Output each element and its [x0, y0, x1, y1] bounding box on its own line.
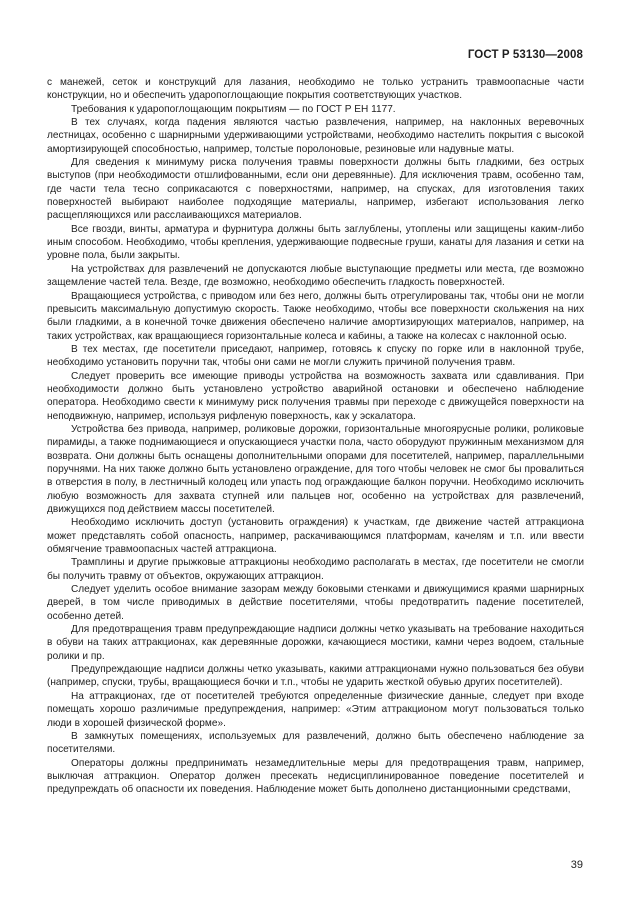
paragraph-operators: Операторы должны предпринимать незамедлительные меры для предотвращения травм, например, выключая аттракцион. Оператор должен пресекать недисциплинированное поведение посетителей и предупреждать об опасности их поведения. Наблюдение может быть дополнено дистанционными средствами,	[47, 757, 584, 796]
standard-code-header: ГОСТ Р 53130—2008	[467, 49, 583, 61]
paragraph-smooth-surfaces: Для сведения к минимуму риска получения травмы поверхности должны быть гладкими, без острых выступов (при необходимости отшлифованными, если они деревянные). Для исключения травм, особенно там, где части тела тесно соприкасаются с поверхностями, например, на спусках, для изготовления таких поверхностей выбирают наиболее подходящие материалы, например, избегают использования легко расщепляющихся или расслаивающихся материалов.	[47, 157, 584, 222]
paragraph-enclosed-spaces: В замкнутых помещениях, используемых для развлечений, должно быть обеспечено наблюдение за посетителями.	[47, 730, 584, 756]
paragraph-shock-absorbing-requirements: Требования к ударопоглощающим покрытиям — по ГОСТ Р ЕН 1177.	[71, 103, 396, 115]
paragraph-falls-as-entertainment: В тех случаях, когда падения являются частью развлечения, например, на наклонных веревочных лестницах, особенно с шарнирными удерживающими устройствами, необходимо настелить покрытия с высокой амортизирующей способностью, например, толстые поролоновые, резиновые или надувные маты.	[47, 117, 584, 155]
paragraph-rotating-devices: Вращающиеся устройства, с приводом или без него, должны быть отрегулированы так, чтобы они не могли превысить максимальную допустимую скорость. Также необходимо, чтобы все поверхности скольжения на них были гладкими, а в конечной точке движения обеспечено наличие амортизирующих материалов, например, на таких устройствах, как вращающиеся горизонтальные колеса и кабины, а также на колесах с наклонной осью.	[47, 290, 584, 342]
paragraph-protruding-objects: На устройствах для развлечений не допускаются любые выступающие предметы или места, где возможно защемление частей тела. Везде, где возможно, необходимо обеспечить гладкость поверхностей.	[47, 263, 584, 289]
paragraph-handrails: В тех местах, где посетители приседают, например, готовясь к спуску по горке или в наклонной трубе, необходимо установить поручни так, чтобы они сами не могли служить причиной получения травм.	[47, 343, 584, 369]
paragraph-physical-requirements: На аттракционах, где от посетителей требуются определенные физические данные, следует при входе помещать хорошо различимые предупреждения, например: «Этим аттракционом могут пользоваться только люди в хорошей физической форме».	[47, 690, 584, 729]
page-number: 39	[570, 859, 583, 871]
paragraph-unpowered-devices: Устройства без привода, например, роликовые дорожки, горизонтальные многоярусные ролики, роликовые пирамиды, а также поднимающиеся и опускающиеся участки пола, часто оборудуют пружинным механизмом для возврата. Они должны быть оснащены дополнительными опорами для посетителей, например, параллельными поручнями. На них также должно быть установлено ограждение, для того чтобы человек не смог бы провалиться в отверстия в полу, в лестничный колодец или упасть под ограждающие балкон поручни. Необходимо исключить любую возможность для захвата ступней или пальцев ног, особенно на устройствах для развлечений, движущихся под действием массы посетителей.	[47, 423, 584, 515]
page-body	[47, 76, 584, 797]
paragraph-restrict-access: Необходимо исключить доступ (установить ограждения) к участкам, где движение частей аттракциона может представлять собой опасность, например, раскачивающимся платформам, качелям и т.п. или ввести обмягчение травмоопасных частей аттракциона.	[47, 517, 584, 556]
paragraph-door-gaps: Следует уделить особое внимание зазорам между боковыми стенками и движущимися краями шарнирных дверей, в том числе приводимых в действие посетителями, чтобы предотвратить падение посетителей, особенно детей.	[47, 584, 584, 622]
paragraph-footwear-required: Для предотвращения травм предупреждающие надписи должны четко указывать на требование находиться в обуви на таких аттракционах, как деревянные дорожки, качающиеся мостики, камни через водоем, стальные ролики и пр.	[47, 624, 584, 662]
paragraph-barefoot-required: Предупреждающие надписи должны четко указывать, какими аттракционами нужно пользоваться без обуви (например, спуски, трубы, вращающиеся бочки и т.п., чтобы не ударить жесткой обувью других посетителей).	[47, 664, 584, 689]
paragraph-nails-screws: Все гвозди, винты, арматура и фурнитура должны быть заглублены, утоплены или защищены каким-либо иным способом. Необходимо, чтобы крепления, удерживающие подвесные груши, канаты для лазания и сетки на уровне пола, были закрыты.	[47, 223, 584, 262]
paragraph-continuation: с манежей, сеток и конструкций для лазания, необходимо не только устранить травмоопасные части конструкции, но и обеспечить ударопоглощающие покрытия соответствующих участков.	[47, 77, 584, 102]
paragraph-powered-devices: Следует проверить все имеющие приводы устройства на возможность захвата или сдавливания. При необходимости должно быть установлено устройство аварийной остановки и обеспечено наблюдение оператора. Необходимо свести к минимуму риск получения травмы при переходе с движущейся поверхности на неподвижную, например, используя рифленую поверхность, как у эскалатора.	[47, 370, 584, 422]
paragraph-trampolines: Трамплины и другие прыжковые аттракционы необходимо располагать в местах, где посетители не смогли бы получить травму от объектов, окружающих аттракцион.	[47, 557, 584, 582]
